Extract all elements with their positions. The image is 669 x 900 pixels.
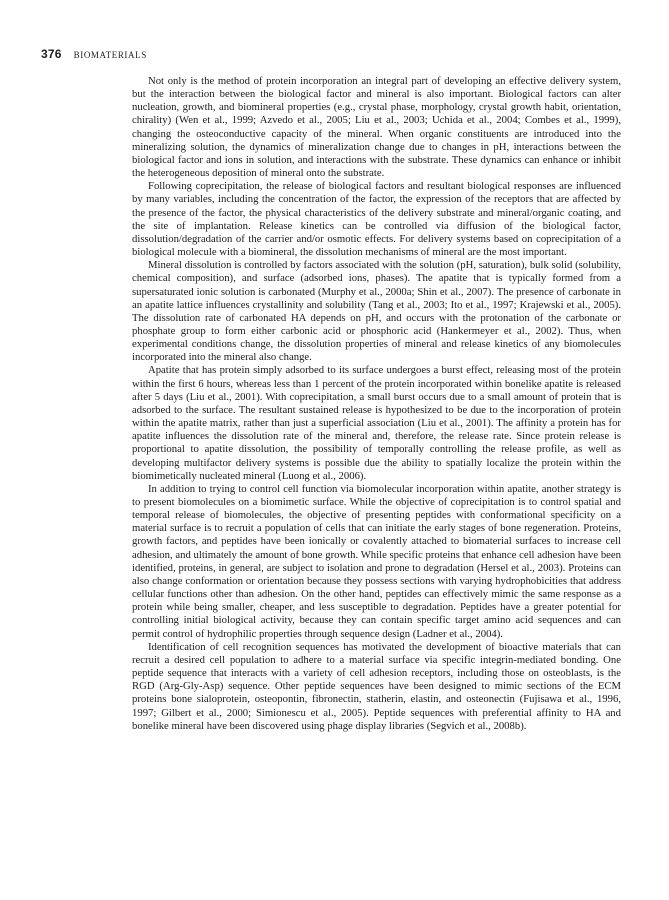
paragraph-protein-mineral-interaction: Not only is the method of protein incorporation an integral part of developing an effective delivery system, but the interaction between the biological factor and mineral is also important. Biological factors can alter nucleation, growth, and biomineral properties (e.g., crystal phase, morphology, crystal growth habit, orientation, chirality) (Wen et al., 1999; Azvedo et al., 2005; Liu et al., 2003; Uchida et al., 2004; Combes et al., 1999), changing the osteoconductive capacity of the mineral. When organic constituents are introduced into the mineralizing solution, the dynamics of mineralization change due to changes in pH, interactions between the biological factor and ions in solution, and interactions with the substrate. These dynamics can enhance or inhibit the heterogeneous deposition of mineral onto the substrate.	[132, 75, 621, 180]
paragraph-mineral-dissolution: Mineral dissolution is controlled by factors associated with the solution (pH, saturation), bulk solid (solubility, chemical composition), and surface (adsorbed ions, phases). The apatite that is typically formed from a supersaturated ionic solution is carbonated (Murphy et al., 2000a; Shin et al., 2007). The presence of carbonate in an apatite lattice influences crystallinity and solubility (Tang et al., 2003; Ito et al., 1997; Krajewski et al., 2005). The dissolution rate of carbonated HA depends on pH, and occurs with the protonation of the carbonate or phosphate group to form either carbonic acid or phosphoric acid (Hankermeyer et al., 2002). Thus, when experimental conditions change, the dissolution properties of mineral and release kinetics of any biomolecules incorporated into the mineral also change.	[132, 259, 621, 364]
paragraph-biomimetic-surface: In addition to trying to control cell function via biomolecular incorporation within apatite, another strategy is to present biomolecules on a biomimetic surface. While the objective of coprecipitation is to control spatial and temporal release of biomolecules, the objective of presenting peptides with conformational specificity on a material surface is to recruit a population of cells that can initiate the early stages of bone regeneration. Proteins, growth factors, and peptides have been ionically or covalently attached to biomaterial surfaces to increase cell adhesion, and ultimately the amount of bone growth. While specific proteins that enhance cell adhesion have been identified, proteins, in general, are subject to isolation and prone to degradation (Hersel et al., 2003). Proteins can also change conformation or orientation because they possess sections with varying hydrophobicities that address cellular functions other than adhesion. On the other hand, peptides can effectively mimic the same response as a protein while being smaller, cheaper, and less susceptible to degradation. Peptides have a greater potential for controlling initial biological activity, because they can contain specific target amino acid sequences and can permit control of hydrophilic properties through sequence design (Ladner et al., 2004).	[132, 482, 621, 640]
paragraph-cell-recognition: Identification of cell recognition sequences has motivated the development of bioactive materials that can recruit a desired cell population to adhere to a material surface via specific integrin-mediated bonding. One peptide sequence that interacts with a variety of cell adhesion receptors, including those on osteoblasts, is the RGD (Arg-Gly-Asp) sequence. Other peptide sequences have been designed to mimic sections of the ECM proteins bone sialoprotein, osteopontin, fibronectin, statherin, elastin, and osteonectin (Fujisawa et al., 1996, 1997; Gilbert et al., 2000; Simionescu et al., 2005). Peptide sequences with preferential affinity to HA and bonelike mineral have been discovered using phage display libraries (Segvich et al., 2008b).	[132, 640, 621, 732]
running-head	[41, 47, 147, 63]
body-text	[132, 75, 621, 733]
paragraph-release-variables: Following coprecipitation, the release of biological factors and resultant biological responses are influenced by many variables, including the concentration of the factor, the expression of the receptors that are affected by the presence of the factor, the physical characteristics of the delivery substrate and mineral/organic coating, and the site of implantation. Release kinetics can be controlled via diffusion of the biological factor, dissolution/degradation of the carrier and/or osmotic effects. For delivery systems based on coprecipitation of a biological molecule with a biomineral, the dissolution mechanisms of mineral are the most important.	[132, 180, 621, 259]
page-number: 376	[41, 47, 62, 61]
running-title: BIOMATERIALS	[73, 50, 147, 60]
paragraph-burst-effect: Apatite that has protein simply adsorbed to its surface undergoes a burst effect, releasing most of the protein within the first 6 hours, whereas less than 1 percent of the protein incorporated within bonelike apatite is released after 5 days (Liu et al., 2001). With coprecipitation, a small burst occurs due to a small amount of protein that is adsorbed to the surface. The resultant sustained release is hypothesized to be due to the incorporation of protein within the apatite matrix, rather than just a superficial association (Liu et al., 2001). The affinity a protein has for apatite influences the dissolution rate of the mineral and, therefore, the release rate. Since protein release is proportional to apatite dissolution, the possibility of temporally controlling the release profile, as well as developing multifactor delivery systems is possible due the ability to spatially localize the protein within the biomimetically nucleated mineral (Luong et al., 2006).	[132, 364, 621, 482]
